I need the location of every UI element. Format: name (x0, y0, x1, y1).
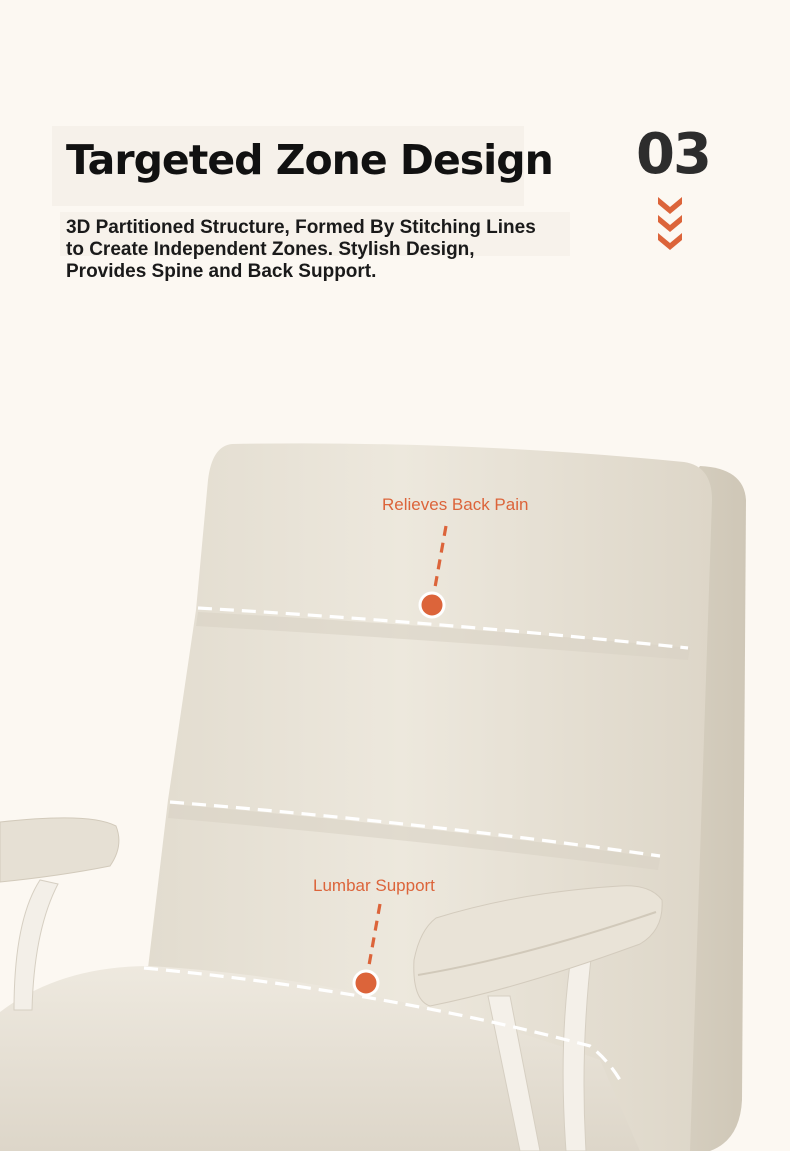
description-line-2: to Create Independent Zones. Stylish Design, (66, 239, 475, 260)
section-number: 03 (636, 122, 710, 187)
callout-relieves-back-pain: Relieves Back Pain (382, 495, 529, 514)
description-line-3: Provides Spine and Back Support. (66, 261, 377, 282)
description-line-1: 3D Partitioned Structure, Formed By Stitching Lines (66, 217, 536, 238)
page-title: Targeted Zone Design (66, 136, 553, 184)
left-armrest (0, 818, 119, 882)
callout-lumbar-support: Lumbar Support (313, 876, 435, 895)
